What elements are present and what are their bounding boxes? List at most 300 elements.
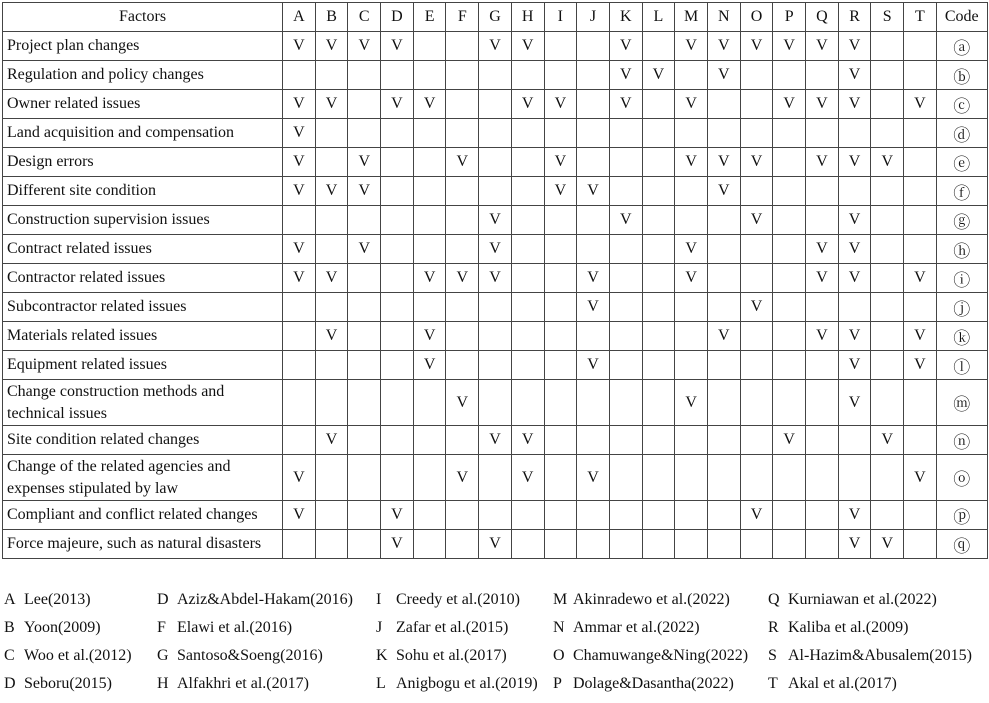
mark-cell (511, 293, 544, 322)
mark-cell (446, 61, 479, 90)
legend-reference: Yoon(2009) (24, 619, 101, 636)
mark-cell (609, 264, 642, 293)
mark-cell (544, 119, 577, 148)
table-row (3, 148, 988, 177)
mark-cell: V (838, 351, 871, 380)
factor-code: ⓞ (936, 455, 987, 501)
legend-reference: Ammar et al.(2022) (573, 619, 700, 636)
mark-cell (577, 32, 610, 61)
mark-cell (642, 322, 675, 351)
legend-item (768, 617, 908, 639)
factor-label: Change construction methods and technical issues (3, 380, 283, 426)
mark-cell: V (904, 351, 937, 380)
mark-cell (348, 426, 381, 455)
mark-cell: V (479, 235, 512, 264)
mark-cell (381, 322, 414, 351)
mark-cell (904, 177, 937, 206)
mark-cell (315, 293, 348, 322)
mark-cell (871, 293, 904, 322)
mark-cell (642, 501, 675, 530)
legend-reference: Kaliba et al.(2009) (788, 619, 909, 636)
column-header-d: D (381, 3, 414, 32)
mark-cell: V (577, 264, 610, 293)
factor-code: ⓜ (936, 380, 987, 426)
mark-cell (773, 177, 806, 206)
factor-label: Land acquisition and compensation (3, 119, 283, 148)
mark-cell (707, 380, 740, 426)
factor-code: ⓙ (936, 293, 987, 322)
mark-cell (707, 119, 740, 148)
factor-label: Site condition related changes (3, 426, 283, 455)
legend-reference: Creedy et al.(2010) (396, 591, 520, 608)
mark-cell (511, 501, 544, 530)
mark-cell (675, 206, 708, 235)
mark-cell (577, 148, 610, 177)
mark-cell: V (609, 206, 642, 235)
legend-letter: N (553, 619, 565, 636)
legend-item (376, 673, 538, 695)
mark-cell (577, 119, 610, 148)
legend-reference: Dolage&Dasantha(2022) (573, 675, 734, 692)
mark-cell (413, 455, 446, 501)
mark-cell (707, 455, 740, 501)
legend-reference: Woo et al.(2012) (24, 647, 132, 664)
legend-reference: Akal et al.(2017) (788, 675, 897, 692)
mark-cell: V (609, 61, 642, 90)
mark-cell (871, 177, 904, 206)
mark-cell: V (577, 455, 610, 501)
legend-item (157, 617, 292, 639)
mark-cell (413, 206, 446, 235)
mark-cell (413, 235, 446, 264)
mark-cell: V (446, 264, 479, 293)
mark-cell (609, 119, 642, 148)
mark-cell (511, 264, 544, 293)
mark-cell (871, 455, 904, 501)
mark-cell: V (315, 177, 348, 206)
column-header-s: S (871, 3, 904, 32)
mark-cell (675, 426, 708, 455)
mark-cell: V (413, 351, 446, 380)
mark-cell (511, 235, 544, 264)
factor-label: Regulation and policy changes (3, 61, 283, 90)
mark-cell (544, 264, 577, 293)
factor-label: Owner related issues (3, 90, 283, 119)
mark-cell: V (348, 177, 381, 206)
legend-letter: D (157, 591, 169, 608)
factor-code: ⓒ (936, 90, 987, 119)
mark-cell: V (675, 380, 708, 426)
mark-cell (904, 119, 937, 148)
mark-cell (348, 455, 381, 501)
mark-cell (642, 380, 675, 426)
column-header-a: A (283, 3, 316, 32)
legend-item (376, 645, 507, 667)
mark-cell (773, 148, 806, 177)
mark-cell (675, 119, 708, 148)
mark-cell: V (707, 61, 740, 90)
table-row (3, 455, 988, 501)
mark-cell (315, 380, 348, 426)
legend-letter: I (376, 591, 382, 608)
legend-item (553, 645, 748, 667)
mark-cell (838, 119, 871, 148)
legend-letter: P (553, 675, 562, 692)
legend-reference: Chamuwange&Ning(2022) (573, 647, 749, 664)
mark-cell: V (838, 61, 871, 90)
mark-cell (413, 426, 446, 455)
mark-cell (609, 530, 642, 559)
legend-letter: C (4, 647, 15, 664)
mark-cell (544, 61, 577, 90)
legend-reference: Alfakhri et al.(2017) (177, 675, 309, 692)
mark-cell (479, 148, 512, 177)
mark-cell (806, 206, 839, 235)
mark-cell (773, 235, 806, 264)
legend-reference: Zafar et al.(2015) (396, 619, 509, 636)
mark-cell (806, 455, 839, 501)
legend-reference: Akinradewo et al.(2022) (573, 591, 730, 608)
mark-cell (773, 206, 806, 235)
table-row (3, 206, 988, 235)
mark-cell (806, 293, 839, 322)
legend-letter: K (376, 647, 388, 664)
factor-label: Equipment related issues (3, 351, 283, 380)
mark-cell (740, 90, 773, 119)
mark-cell: V (773, 90, 806, 119)
mark-cell (675, 293, 708, 322)
mark-cell (544, 380, 577, 426)
legend-item (4, 645, 132, 667)
mark-cell (315, 501, 348, 530)
mark-cell: V (577, 177, 610, 206)
mark-cell (871, 119, 904, 148)
mark-cell (740, 380, 773, 426)
mark-cell: V (479, 426, 512, 455)
mark-cell: V (381, 501, 414, 530)
factor-label: Materials related issues (3, 322, 283, 351)
mark-cell (315, 119, 348, 148)
mark-cell (348, 380, 381, 426)
mark-cell (740, 177, 773, 206)
legend-letter: R (768, 619, 779, 636)
mark-cell: V (577, 351, 610, 380)
legend-item (768, 673, 897, 695)
legend-reference: Elawi et al.(2016) (177, 619, 293, 636)
mark-cell: V (315, 32, 348, 61)
legend-item (157, 645, 323, 667)
mark-cell (381, 426, 414, 455)
legend-letter: B (4, 619, 15, 636)
mark-cell (381, 177, 414, 206)
mark-cell (642, 293, 675, 322)
factor-label: Contract related issues (3, 235, 283, 264)
mark-cell (707, 264, 740, 293)
mark-cell: V (609, 32, 642, 61)
mark-cell (838, 455, 871, 501)
mark-cell (511, 119, 544, 148)
mark-cell: V (413, 264, 446, 293)
mark-cell (773, 119, 806, 148)
mark-cell: V (446, 380, 479, 426)
mark-cell (413, 380, 446, 426)
mark-cell (806, 380, 839, 426)
mark-cell (413, 148, 446, 177)
mark-cell (511, 206, 544, 235)
mark-cell (511, 530, 544, 559)
mark-cell (904, 380, 937, 426)
mark-cell (511, 380, 544, 426)
mark-cell (904, 61, 937, 90)
mark-cell: V (904, 90, 937, 119)
mark-cell (446, 177, 479, 206)
mark-cell: V (381, 530, 414, 559)
mark-cell (413, 293, 446, 322)
mark-cell: V (413, 322, 446, 351)
legend-letter: L (376, 675, 386, 692)
mark-cell: V (675, 32, 708, 61)
mark-cell (283, 293, 316, 322)
mark-cell (871, 322, 904, 351)
mark-cell (413, 61, 446, 90)
factor-label: Project plan changes (3, 32, 283, 61)
mark-cell (773, 380, 806, 426)
mark-cell (511, 61, 544, 90)
mark-cell: V (283, 177, 316, 206)
mark-cell (675, 177, 708, 206)
mark-cell (479, 501, 512, 530)
column-header-j: J (577, 3, 610, 32)
mark-cell (446, 90, 479, 119)
mark-cell (740, 530, 773, 559)
mark-cell (707, 235, 740, 264)
mark-cell (609, 293, 642, 322)
mark-cell (806, 426, 839, 455)
legend-reference: Seboru(2015) (24, 675, 112, 692)
mark-cell (904, 530, 937, 559)
mark-cell: V (773, 32, 806, 61)
mark-cell (806, 61, 839, 90)
mark-cell (348, 206, 381, 235)
mark-cell (348, 351, 381, 380)
mark-cell (806, 530, 839, 559)
mark-cell: V (544, 148, 577, 177)
mark-cell: V (283, 90, 316, 119)
mark-cell (315, 530, 348, 559)
mark-cell (871, 32, 904, 61)
mark-cell: V (773, 426, 806, 455)
mark-cell (283, 61, 316, 90)
mark-cell: V (446, 455, 479, 501)
legend-reference: Aziz&Abdel-Hakam(2016) (177, 591, 353, 608)
mark-cell (348, 264, 381, 293)
factor-label: Design errors (3, 148, 283, 177)
legend-item (553, 673, 734, 695)
mark-cell (642, 235, 675, 264)
mark-cell (479, 322, 512, 351)
mark-cell (446, 426, 479, 455)
column-header-o: O (740, 3, 773, 32)
mark-cell (348, 530, 381, 559)
mark-cell (871, 264, 904, 293)
mark-cell: V (838, 530, 871, 559)
mark-cell: V (283, 32, 316, 61)
mark-cell (577, 530, 610, 559)
factor-label: Different site condition (3, 177, 283, 206)
legend-reference: Kurniawan et al.(2022) (788, 591, 937, 608)
mark-cell (577, 61, 610, 90)
mark-cell (577, 235, 610, 264)
mark-cell: V (904, 264, 937, 293)
mark-cell: V (838, 90, 871, 119)
mark-cell: V (315, 322, 348, 351)
mark-cell: V (871, 530, 904, 559)
factor-code: ⓘ (936, 264, 987, 293)
mark-cell (740, 264, 773, 293)
mark-cell (544, 293, 577, 322)
column-header-h: H (511, 3, 544, 32)
mark-cell (609, 455, 642, 501)
mark-cell: V (707, 32, 740, 61)
column-header-n: N (707, 3, 740, 32)
table-row (3, 501, 988, 530)
table-row (3, 61, 988, 90)
mark-cell (413, 501, 446, 530)
mark-cell (707, 293, 740, 322)
legend-letter: J (376, 619, 383, 636)
mark-cell (413, 32, 446, 61)
mark-cell (283, 426, 316, 455)
factor-code: ⓔ (936, 148, 987, 177)
legend-reference: Lee(2013) (24, 591, 91, 608)
legend-item (553, 589, 730, 611)
table-header-row (3, 3, 988, 32)
mark-cell: V (838, 264, 871, 293)
factor-code: ⓠ (936, 530, 987, 559)
mark-cell (642, 264, 675, 293)
mark-cell (479, 293, 512, 322)
column-header-k: K (609, 3, 642, 32)
mark-cell (838, 293, 871, 322)
legend-letter: S (768, 647, 777, 664)
mark-cell: V (479, 206, 512, 235)
factor-code: ⓝ (936, 426, 987, 455)
mark-cell (413, 177, 446, 206)
mark-cell: V (544, 90, 577, 119)
mark-cell: V (904, 455, 937, 501)
mark-cell: V (806, 90, 839, 119)
mark-cell (871, 235, 904, 264)
mark-cell (642, 351, 675, 380)
mark-cell (577, 380, 610, 426)
mark-cell (773, 322, 806, 351)
mark-cell: V (740, 206, 773, 235)
mark-cell: V (283, 501, 316, 530)
legend-letter: M (553, 591, 568, 608)
mark-cell: V (479, 32, 512, 61)
mark-cell: V (511, 32, 544, 61)
mark-cell (773, 264, 806, 293)
mark-cell (642, 206, 675, 235)
mark-cell: V (806, 264, 839, 293)
legend-item (768, 645, 972, 667)
mark-cell: V (348, 148, 381, 177)
mark-cell (773, 61, 806, 90)
mark-cell (707, 530, 740, 559)
table-row (3, 426, 988, 455)
factor-code: ⓓ (936, 119, 987, 148)
factor-code: ⓑ (936, 61, 987, 90)
mark-cell (642, 148, 675, 177)
mark-cell (381, 293, 414, 322)
mark-cell (283, 322, 316, 351)
mark-cell (511, 177, 544, 206)
column-header-i: I (544, 3, 577, 32)
mark-cell (577, 501, 610, 530)
mark-cell (707, 351, 740, 380)
legend-letter: F (157, 619, 166, 636)
mark-cell (675, 61, 708, 90)
mark-cell (740, 235, 773, 264)
mark-cell: V (315, 90, 348, 119)
mark-cell: V (707, 177, 740, 206)
table-row (3, 351, 988, 380)
mark-cell (609, 177, 642, 206)
mark-cell: V (675, 264, 708, 293)
mark-cell (577, 90, 610, 119)
mark-cell (642, 119, 675, 148)
mark-cell (544, 501, 577, 530)
factor-label: Contractor related issues (3, 264, 283, 293)
legend-letter: A (4, 591, 16, 608)
mark-cell: V (479, 264, 512, 293)
factor-code: ⓚ (936, 322, 987, 351)
mark-cell: V (838, 380, 871, 426)
mark-cell: V (511, 455, 544, 501)
mark-cell (707, 90, 740, 119)
mark-cell (740, 61, 773, 90)
mark-cell (446, 322, 479, 351)
mark-cell (381, 206, 414, 235)
mark-cell (511, 148, 544, 177)
mark-cell: V (740, 501, 773, 530)
column-header-q: Q (806, 3, 839, 32)
mark-cell: V (283, 119, 316, 148)
legend-item (157, 589, 353, 611)
table-row (3, 32, 988, 61)
mark-cell (446, 235, 479, 264)
mark-cell (479, 455, 512, 501)
legend-letter: Q (768, 591, 780, 608)
mark-cell (348, 293, 381, 322)
column-header-g: G (479, 3, 512, 32)
legend-item (376, 617, 508, 639)
mark-cell (642, 90, 675, 119)
mark-cell (348, 61, 381, 90)
mark-cell (871, 380, 904, 426)
mark-cell (871, 206, 904, 235)
column-header-p: P (773, 3, 806, 32)
table-row (3, 380, 988, 426)
mark-cell: V (838, 501, 871, 530)
table-row (3, 119, 988, 148)
factor-label: Subcontractor related issues (3, 293, 283, 322)
mark-cell (642, 455, 675, 501)
mark-cell (904, 501, 937, 530)
mark-cell (283, 206, 316, 235)
table-row (3, 293, 988, 322)
mark-cell (381, 264, 414, 293)
